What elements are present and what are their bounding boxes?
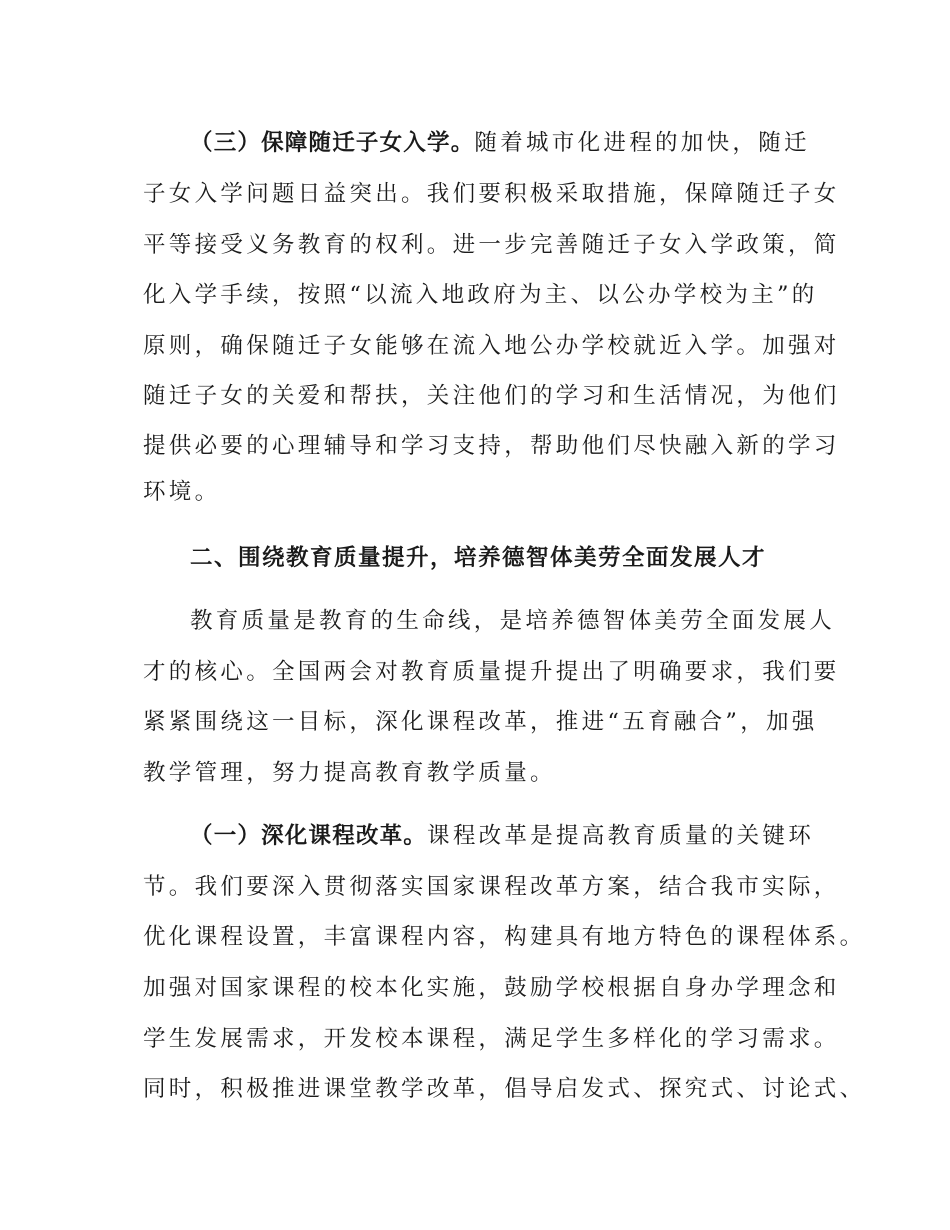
paragraph-line <box>190 128 880 158</box>
paragraph-line: 教育质量是教育的生命线，是培养德智体美劳全面发展人 <box>190 608 836 634</box>
section-title: （三）保障随迁子女入学。 <box>190 130 475 156</box>
paragraph-line: 学生发展需求，开发校本课程，满足学生多样化的学习需求。 <box>143 1026 840 1052</box>
paragraph-line: 才的核心。全国两会对教育质量提升提出了明确要求，我们要 <box>143 659 840 685</box>
paragraph-line: 优化课程设置，丰富课程内容，构建具有地方特色的课程体系。 <box>143 924 866 950</box>
paragraph-line: 同时，积极推进课堂教学改革，倡导启发式、探究式、讨论式、 <box>143 1076 866 1102</box>
paragraph-line: 节。我们要深入贯彻落实国家课程改革方案，结合我市实际， <box>143 874 840 900</box>
paragraph-line: 原则，确保随迁子女能够在流入地公办学校就近入学。加强对 <box>143 333 840 359</box>
paragraph-line: 平等接受义务教育的权利。进一步完善随迁子女入学政策，简 <box>143 232 840 258</box>
section-title: （一）深化课程改革。 <box>190 823 428 849</box>
paragraph-line <box>190 821 880 851</box>
paragraph-text: 课程改革是提高教育质量的关键环 <box>427 823 815 849</box>
paragraph-line: 随迁子女的关爱和帮扶，关注他们的学习和生活情况，为他们 <box>143 383 840 409</box>
paragraph-line: 紧紧围绕这一目标，深化课程改革，推进“五育融合”，加强 <box>143 709 818 735</box>
paragraph-text: 随着城市化进程的加快，随迁 <box>474 130 810 156</box>
paragraph-line: 子女入学问题日益突出。我们要积极采取措施，保障随迁子女 <box>143 181 840 207</box>
section-heading: 二、围绕教育质量提升，培养德智体美劳全面发展人才 <box>190 545 767 571</box>
paragraph-line: 加强对国家课程的校本化实施，鼓励学校根据自身办学理念和 <box>143 975 840 1001</box>
paragraph-line: 环境。 <box>143 479 221 505</box>
paragraph-line: 化入学手续，按照“以流入地政府为主、以公办学校为主”的 <box>143 282 818 308</box>
paragraph-line: 提供必要的心理辅导和学习支持，帮助他们尽快融入新的学习 <box>143 433 840 459</box>
paragraph-line: 教学管理，努力提高教育教学质量。 <box>143 760 556 786</box>
